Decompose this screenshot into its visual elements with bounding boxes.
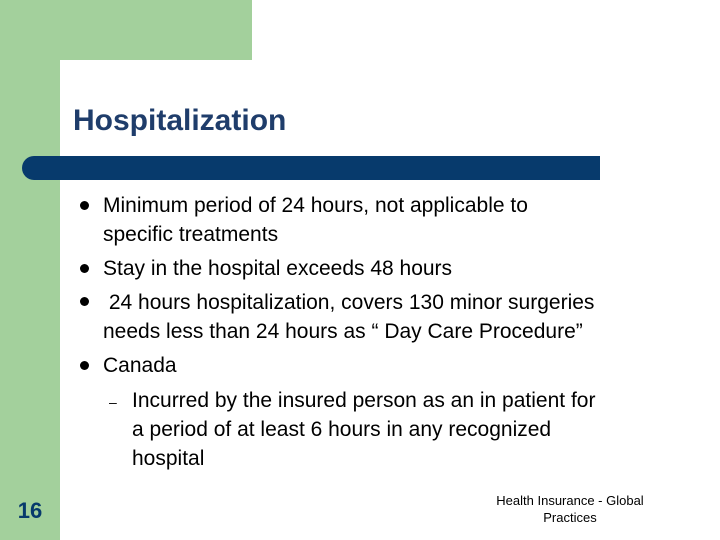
decorative-green-top-band [0,0,252,60]
sub-bullet-dash: – [109,394,117,410]
title-underline-bar [22,156,600,180]
bullet-3-line-1: 24 hours hospitalization, covers 130 minor surgeries [103,291,595,314]
decorative-green-left-band [0,0,60,540]
bullet-marker [80,201,89,210]
bullet-marker [80,264,89,273]
bullet-1-line-2: specific treatments [103,223,279,246]
slide-number: 16 [17,498,43,523]
bullet-4-line-1: Canada [103,354,177,377]
footer-line-2: Practices [543,510,597,525]
bullet-2-line-1: Stay in the hospital exceeds 48 hours [103,257,453,280]
sub-bullet-line-1: Incurred by the insured person as an in patient for [132,389,596,412]
bullet-marker [80,361,89,370]
sub-bullet-line-2: a period of at least 6 hours in any recognized [132,418,552,441]
slide-title: Hospitalization [73,104,287,137]
bullet-marker [80,297,89,306]
slide-footer [480,492,660,526]
footer-line-1: Health Insurance - Global [496,493,644,508]
bullet-1-line-1: Minimum period of 24 hours, not applicable to [103,194,528,217]
bullet-3-line-2: needs less than 24 hours as “ Day Care Procedure” [103,320,583,343]
sub-bullet-line-3: hospital [132,447,205,470]
